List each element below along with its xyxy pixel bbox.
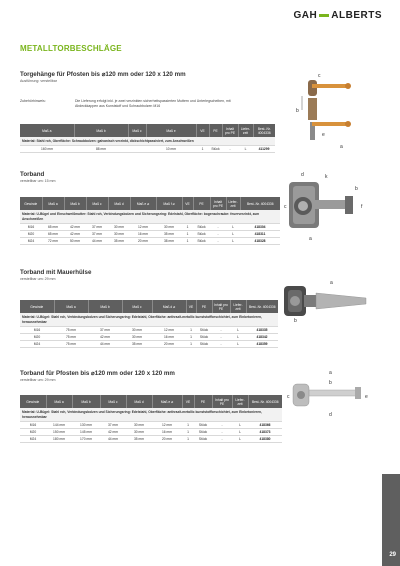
column-header: Maß b — [88, 300, 122, 313]
product-2-heading — [20, 171, 56, 183]
table-cell: L — [230, 341, 246, 348]
dim-label-e4: e — [365, 394, 368, 400]
product-3-table-wrap — [20, 300, 278, 348]
column-header: Maß d — [126, 395, 152, 408]
table-cell: - — [212, 436, 232, 443]
table-cell: 37 mm — [88, 327, 122, 334]
table-cell: Stück — [196, 341, 212, 348]
dim-label-b: b — [296, 108, 299, 114]
product-1-subtitle: Ausführung: verstellbar — [20, 79, 57, 83]
table-cell: M16 — [20, 224, 42, 231]
table-cell: M20 — [20, 231, 42, 238]
dim-label-c: c — [318, 73, 321, 79]
table-cell: 35 mm — [126, 436, 152, 443]
product-2-subtitle: verstellbar um: 15 mm — [20, 179, 56, 183]
column-header: Gewinde — [20, 300, 54, 313]
table-cell: L — [232, 429, 248, 436]
column-header: Liefer-zeit — [226, 197, 240, 210]
table-cell: 12 mm — [130, 224, 156, 231]
table-cell: 35 mm — [156, 231, 182, 238]
article-number: 418380 — [248, 436, 282, 443]
column-header: Gewinde — [20, 197, 42, 210]
table-row — [20, 238, 280, 245]
table-row — [20, 327, 278, 334]
page-number: 29 — [389, 552, 396, 558]
dim-label-b4: b — [329, 380, 332, 386]
product-3-table — [20, 300, 278, 348]
table-cell: M24 — [20, 341, 54, 348]
column-header: Maß b — [64, 197, 86, 210]
table-cell: 16 mm — [152, 334, 186, 341]
table-cell: 20 mm — [130, 238, 156, 245]
table-cell: 20 mm — [152, 436, 182, 443]
table-cell: 145 mm — [72, 429, 100, 436]
logo-bar — [319, 14, 329, 17]
table-cell: 65 mm — [42, 231, 64, 238]
table-cell: 37 mm — [86, 231, 108, 238]
table-cell: 1 — [182, 429, 194, 436]
table-cell: 170 mm — [72, 436, 100, 443]
column-header: Maß e ⌀ — [152, 395, 182, 408]
table-cell: 16 mm — [152, 429, 182, 436]
column-header: PE — [194, 395, 212, 408]
article-number: 418342 — [246, 334, 278, 341]
table-cell: 38 mm — [156, 238, 182, 245]
table-cell: 30 mm — [108, 231, 130, 238]
column-header: Maß a — [20, 124, 74, 137]
table-cell: 75 mm — [54, 334, 88, 341]
accessory-note — [20, 99, 270, 109]
product-4-table-wrap — [20, 395, 282, 443]
table-cell: Stück — [193, 224, 210, 231]
column-header: Best.-Nr. 4004336 — [240, 197, 280, 210]
product-1-heading — [20, 71, 186, 83]
table-cell: - — [210, 238, 226, 245]
table-cell: 30 mm — [126, 429, 152, 436]
table-cell: 130 mm — [72, 422, 100, 429]
table-cell: 1 — [182, 422, 194, 429]
table-cell: L — [238, 146, 253, 153]
table-cell: Stück — [196, 334, 212, 341]
article-number: 411299 — [253, 146, 275, 153]
column-header: Inhalt pro PE — [210, 197, 226, 210]
accessory-note-line-2: Abdeckkappen aus Kunststoff und Schraubbolzen M16 — [75, 104, 161, 108]
table-cell: 144 mm — [46, 422, 72, 429]
article-number: 418366 — [248, 422, 282, 429]
table-cell: 44 mm — [86, 238, 108, 245]
product-1-title: Torgehänge für Pfosten bis ⌀120 mm oder 120 x 120 mm — [20, 71, 186, 78]
dim-label-d4: d — [329, 412, 332, 418]
accessory-note-label: Zubehörhinweis: — [20, 99, 46, 103]
column-header: VE — [182, 395, 194, 408]
table-cell: L — [232, 422, 248, 429]
table-cell: 50 mm — [64, 238, 86, 245]
table-cell: L — [226, 231, 240, 238]
table-cell: Stück — [194, 436, 212, 443]
table-cell: 42 mm — [64, 231, 86, 238]
table-row — [20, 422, 282, 429]
table-cell: M16 — [20, 327, 54, 334]
table-cell: 1 — [182, 224, 193, 231]
column-header: Inhalt pro PE — [212, 300, 230, 313]
column-header: Maß a — [42, 197, 64, 210]
table-cell: 42 mm — [64, 224, 86, 231]
table-cell: 16 mm — [130, 231, 156, 238]
column-header: Inhalt pro PE — [212, 395, 232, 408]
dim-label-a: a — [340, 144, 343, 150]
table-cell: 75 mm — [54, 327, 88, 334]
column-header: Maß e — [146, 124, 196, 137]
table-cell: - — [212, 429, 232, 436]
column-header: Maß b — [74, 124, 128, 137]
article-number: 418335 — [246, 327, 278, 334]
table-cell: 30 mm — [126, 422, 152, 429]
table-cell: 37 mm — [86, 224, 108, 231]
table-cell: 35 mm — [108, 238, 130, 245]
accessory-note-line-1: Die Lieferung erfolgt inkl. je zwei verzinkten sicherheitspassierten Muttern und Unterlegscheiben, mit — [75, 99, 231, 103]
table-cell: M16 — [20, 422, 46, 429]
table-cell: - — [212, 341, 230, 348]
table-row — [20, 341, 278, 348]
product-2-material: Material: U-Bügel und Einschweißmutter: Stahl roh, Verbindungsbolzen und Sicherungsring: Edelstahl, Oberfläche: bogenschraube: feuerverzinkt, zum Anschweißen — [20, 210, 280, 224]
logo-text-right: ALBERTS — [331, 10, 382, 21]
table-row — [20, 436, 282, 443]
product-4-heading — [20, 370, 175, 382]
table-cell: L — [232, 436, 248, 443]
table-cell: - — [212, 334, 230, 341]
table-cell: 37 mm — [100, 422, 126, 429]
product-2-table-wrap — [20, 197, 280, 245]
product-2-title: Torband — [20, 171, 45, 178]
table-cell: Stück — [194, 422, 212, 429]
product-4-subtitle: verstellbar um: 29 mm — [20, 378, 56, 382]
table-cell: Stück — [193, 231, 210, 238]
column-header: VE — [196, 124, 209, 137]
dim-label-b3: b — [294, 318, 297, 324]
column-header: PE — [193, 197, 210, 210]
table-cell: 12 mm — [152, 327, 186, 334]
column-header: Maß b — [72, 395, 100, 408]
article-number: 418311 — [240, 231, 280, 238]
article-number: 418359 — [246, 341, 278, 348]
product-1-material: Material: Stahl roh, Oberfläche: Schraubbolzen: galvanisch verzinkt, dickschichtpassiviert, zum Anschweißen — [20, 137, 275, 146]
table-cell: Stück — [194, 429, 212, 436]
table-cell: - — [212, 422, 232, 429]
table-cell: 35 mm — [122, 341, 152, 348]
dim-label-a3: a — [330, 280, 333, 286]
column-header: Maß c — [100, 395, 126, 408]
table-cell: 1 — [182, 436, 194, 443]
table-cell: 160 mm — [20, 146, 74, 153]
table-cell: 30 mm — [108, 224, 130, 231]
brand-logo — [294, 10, 382, 21]
table-cell: 12 mm — [152, 422, 182, 429]
table-cell: 88 mm — [74, 146, 128, 153]
table-row — [20, 224, 280, 231]
table-cell: 30 mm — [122, 334, 152, 341]
table-cell: Stück — [193, 238, 210, 245]
table-row — [20, 146, 275, 153]
column-header: Liefer-zeit — [238, 124, 253, 137]
column-header: Liefer-zeit — [232, 395, 248, 408]
product-3-image — [280, 276, 375, 324]
table-cell: M24 — [20, 238, 42, 245]
table-cell: 44 mm — [88, 341, 122, 348]
column-header: VE — [186, 300, 196, 313]
table-cell: - — [212, 327, 230, 334]
table-cell: - — [210, 231, 226, 238]
table-cell: L — [230, 327, 246, 334]
table-cell: Stück — [196, 327, 212, 334]
column-header: VE — [182, 197, 193, 210]
column-header: Maß a — [54, 300, 88, 313]
product-4-material: Material: U-Bügel: Stahl roh, Verbindungsbolzen und Sicherungsring: Edelstahl, Oberfläche: anthrazit-metallic kunststoffbeschichtet, zum Einbetonieren, herausnehmbar — [20, 408, 282, 422]
article-number: 418304 — [240, 224, 280, 231]
article-number: 418328 — [240, 238, 280, 245]
table-cell: 1 — [196, 146, 209, 153]
table-cell: L — [226, 224, 240, 231]
table-cell: 1 — [186, 334, 196, 341]
section-title: METALLTORBESCHLÄGE — [20, 44, 122, 53]
dim-label-f: f — [361, 204, 363, 210]
column-header: Best.-Nr. 4004336 — [246, 300, 278, 313]
product-3-subtitle: verstellbar um: 29 mm — [20, 277, 56, 281]
table-row — [20, 429, 282, 436]
dim-label-e: e — [322, 132, 325, 138]
dim-label-c2: c — [284, 204, 287, 210]
table-cell: M20 — [20, 334, 54, 341]
column-header: Gewinde — [20, 395, 46, 408]
table-cell: 75 mm — [54, 341, 88, 348]
column-header: Maß c — [128, 124, 146, 137]
table-cell: 44 mm — [100, 436, 126, 443]
product-4-image — [285, 368, 375, 430]
dim-label-a4: a — [329, 370, 332, 376]
column-header: Inhalt pro PE — [222, 124, 238, 137]
article-number: 418373 — [248, 429, 282, 436]
table-cell: L — [230, 334, 246, 341]
product-2-table — [20, 197, 280, 245]
table-cell — [128, 146, 146, 153]
column-header: Liefer-zeit — [230, 300, 246, 313]
table-cell: 1 — [182, 238, 193, 245]
product-3-heading — [20, 269, 91, 281]
table-row — [20, 231, 280, 238]
dim-label-k: k — [325, 174, 328, 180]
column-header: PE — [209, 124, 222, 137]
accessory-note-text — [75, 99, 231, 109]
table-cell: Stück — [209, 146, 222, 153]
product-4-table — [20, 395, 282, 443]
table-cell: 150 mm — [46, 429, 72, 436]
table-cell: 180 mm — [46, 436, 72, 443]
table-cell: 20 mm — [152, 341, 186, 348]
column-header: Maß e ⌀ — [130, 197, 156, 210]
table-cell: 42 mm — [88, 334, 122, 341]
table-cell: 10 mm — [146, 146, 196, 153]
product-1-image — [288, 70, 360, 150]
column-header: Maß c — [86, 197, 108, 210]
product-3-title: Torband mit Mauerhülse — [20, 269, 92, 276]
column-header: Maß d ⌀ — [152, 300, 186, 313]
table-cell: 30 mm — [156, 224, 182, 231]
table-cell: - — [222, 146, 238, 153]
product-3-material: Material: U-Bügel: Stahl roh, Verbindungsbolzen und Sicherungsring: Edelstahl, Oberfläche: anthrazit-metallic kunststoffbeschichtet, zum Einbetonieren, herausnehmbar — [20, 313, 278, 327]
column-header: Best.-Nr. 4004336 — [253, 124, 275, 137]
product-1-table — [20, 124, 275, 153]
table-cell: 72 mm — [42, 238, 64, 245]
table-cell: - — [210, 224, 226, 231]
table-cell: 1 — [186, 341, 196, 348]
product-1-table-wrap — [20, 124, 275, 153]
product-2-image — [283, 168, 368, 246]
product-4-title: Torband für Pfosten bis ⌀120 mm oder 120 x 120 mm — [20, 370, 175, 377]
column-header: PE — [196, 300, 212, 313]
column-header: Best.-Nr. 4004336 — [248, 395, 282, 408]
dim-label-d: d — [301, 172, 304, 178]
table-cell: M20 — [20, 429, 46, 436]
table-cell: 65 mm — [42, 224, 64, 231]
table-cell: 42 mm — [100, 429, 126, 436]
table-cell: 1 — [182, 231, 193, 238]
table-cell: 1 — [186, 327, 196, 334]
table-cell: M24 — [20, 436, 46, 443]
table-cell: L — [226, 238, 240, 245]
dim-label-a2: a — [309, 236, 312, 242]
column-header: Maß c — [122, 300, 152, 313]
table-cell: 30 mm — [122, 327, 152, 334]
logo-text-left: GAH — [293, 10, 318, 21]
dim-label-b2: b — [355, 186, 358, 192]
column-header: Maß d — [108, 197, 130, 210]
table-row — [20, 334, 278, 341]
dim-label-c4: c — [287, 394, 290, 400]
column-header: Maß a — [46, 395, 72, 408]
column-header: Maß f ⌀ — [156, 197, 182, 210]
